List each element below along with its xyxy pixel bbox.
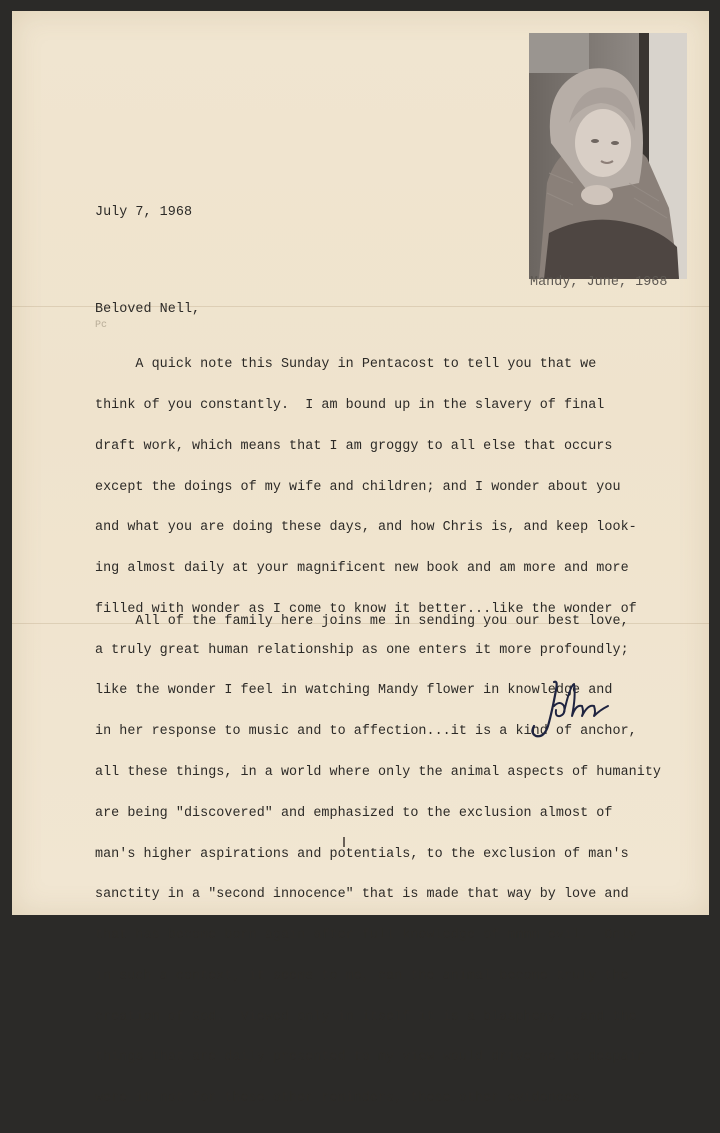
body-line: that has become born again after full knowledge of mmmm evil. Only [95, 928, 637, 944]
body-line: in her response to music and to affection...it is a kind of anchor, [95, 724, 637, 740]
body-line: like the wonder I feel in watching Mandy flower in knowledge and [95, 683, 613, 699]
letter-date: July 7, 1968 [95, 205, 193, 220]
letter-page [12, 11, 709, 1107]
body-line: filled with wonder as I come to know it better...like the wonder of [95, 601, 637, 617]
body-line: in such a context, it seems to me, can the animal become truly the [95, 968, 629, 984]
body-line: think of you constantly. I am bound up in the slavery of final [95, 397, 605, 413]
handwritten-signature [528, 676, 610, 742]
body-line: a truly great human relationship as one enters it more profoundly; [95, 642, 629, 658]
stray-mark: Pc [95, 320, 108, 331]
photo-caption: Mandy, June, 1968 [530, 275, 668, 290]
body-line: man's higher aspirations and potentials, to the exclusion of man's [95, 846, 629, 862]
pencil-mark [343, 837, 345, 847]
body-line: all these things, in a world where only the animal aspects of humanity [95, 765, 661, 780]
body-line: draft work, which means that I am groggy to all else that occurs [95, 438, 613, 454]
child-photo [529, 33, 687, 279]
body-line: were it not for these other reminders, these other evidences. [95, 1091, 589, 1107]
body-line: are being "discovered" and emphasized to the exclusion almost of [95, 805, 613, 821]
body-line: ing almost daily at your magnificent new book and am more and more [95, 561, 629, 577]
child-photo-image [529, 33, 687, 279]
salutation: Beloved Nell, [95, 302, 201, 317]
body-line: things that are daily presented to my view would drive me to despair [95, 1050, 645, 1066]
body-line: sanctity in a "second innocence" that is made that way by love and [95, 887, 629, 903]
closing-line: All of the family here joins me in sending you our best love, [95, 614, 629, 629]
body-line: except the doings of my wife and children; and I wonder about you [95, 479, 621, 495]
body-line: A quick note this Sunday in Pentacost to tell you that we [95, 357, 597, 373]
body-line: creation of God. Viewed only in itself it is a blasphemy...and the [95, 1009, 637, 1025]
body-line: and what you are doing these days, and how Chris is, and keep look- [95, 520, 637, 536]
